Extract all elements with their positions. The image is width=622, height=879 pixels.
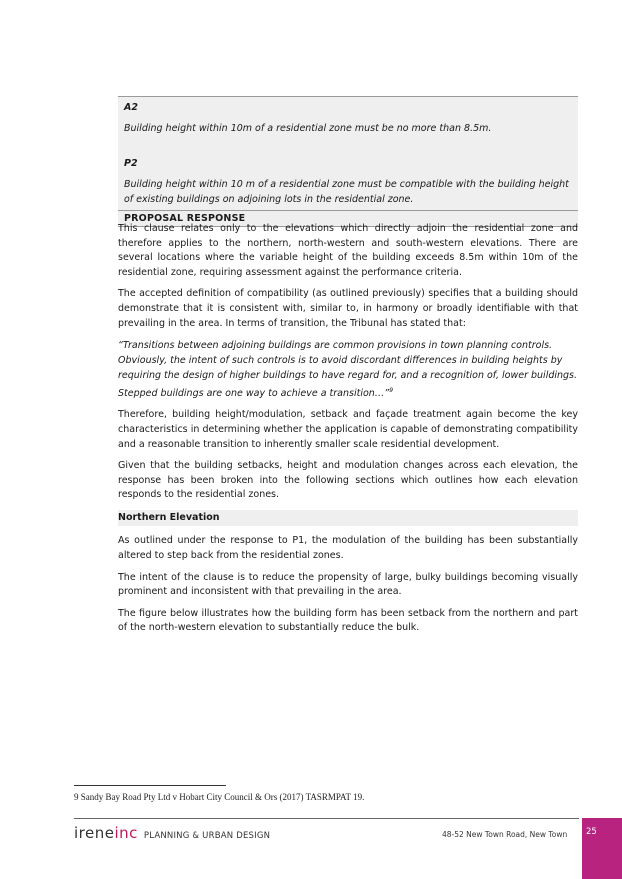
paragraph-6: The intent of the clause is to reduce the propensity of large, bulky buildings becoming visually prominent and inconsistent with that prevailing in the area. (118, 571, 578, 598)
footer-branding (74, 824, 270, 842)
logo-main-text: irene (74, 824, 115, 842)
paragraph-1: This clause relates only to the elevations which directly adjoin the residential zone and therefore applies to the northern, north-western and south-western elevations. There are several locations where the variable height of the building exceeds 8.5m within 10m of the residential zone, requiring assessment against the performance criteria. (118, 223, 578, 278)
logo-accent-text: inc (114, 824, 138, 842)
a2-text: Building height within 10m of a residential zone must be no more than 8.5m. (118, 118, 578, 139)
footnote-text: 9 Sandy Bay Road Pty Ltd v Hobart City Council & Ors (2017) TASRMPAT 19. (74, 792, 365, 802)
footer-tagline: PLANNING & URBAN DESIGN (143, 831, 271, 841)
standard-gap (118, 139, 578, 153)
footer-address: 48-52 New Town Road, New Town (442, 830, 568, 839)
paragraph-5: As outlined under the response to P1, the modulation of the building has been substantially altered to step back from the residential zones. (118, 535, 578, 562)
proposal-response-heading: PROPOSAL RESPONSE (118, 210, 578, 227)
quote-text: “Transitions between adjoining buildings are common provisions in town planning controls. Obviously, the intent of such controls is to avoid discordant differences in building heights by requiring the design of higher buildings to have regard for, and a recognition of, lower buildings. Stepped buildings are one way to achieve a transition…” (118, 340, 578, 400)
tribunal-quote (118, 338, 578, 401)
footer-divider (74, 818, 579, 819)
paragraph-7: The figure below illustrates how the building form has been setback from the northern and part of the north-western elevation to substantially reduce the bulk. (118, 607, 578, 634)
northern-elevation-heading: Northern Elevation (118, 510, 578, 527)
page-number: 25 (586, 827, 597, 837)
paragraph-2: The accepted definition of compatibility (as outlined previously) specifies that a building should demonstrate that it is consistent with, similar to, in harmony or broadly identifiable with that prevailing in the area. In terms of transition, the Tribunal has stated that: (118, 288, 578, 329)
body-text (118, 222, 578, 643)
p2-label: P2 (118, 153, 578, 174)
irene-inc-logo (74, 824, 138, 842)
a2-label: A2 (118, 97, 578, 118)
paragraph-4: Given that the building setbacks, height and modulation changes across each elevation, the response has been broken into the following sections which outlines how each elevation responds to the residential zones. (118, 460, 578, 501)
footnote-ref[interactable]: 9 (389, 387, 394, 395)
p2-text: Building height within 10 m of a residential zone must be compatible with the building height of existing buildings on adjoining lots in the residential zone. (118, 174, 578, 210)
paragraph-3: Therefore, building height/modulation, setback and façade treatment again become the key characteristics in determining whether the application is capable of demonstrating compatibility and a reasonable transition to inherently smaller scale residential development. (118, 409, 578, 450)
footnote-divider (74, 785, 226, 786)
standard-box (118, 96, 578, 227)
